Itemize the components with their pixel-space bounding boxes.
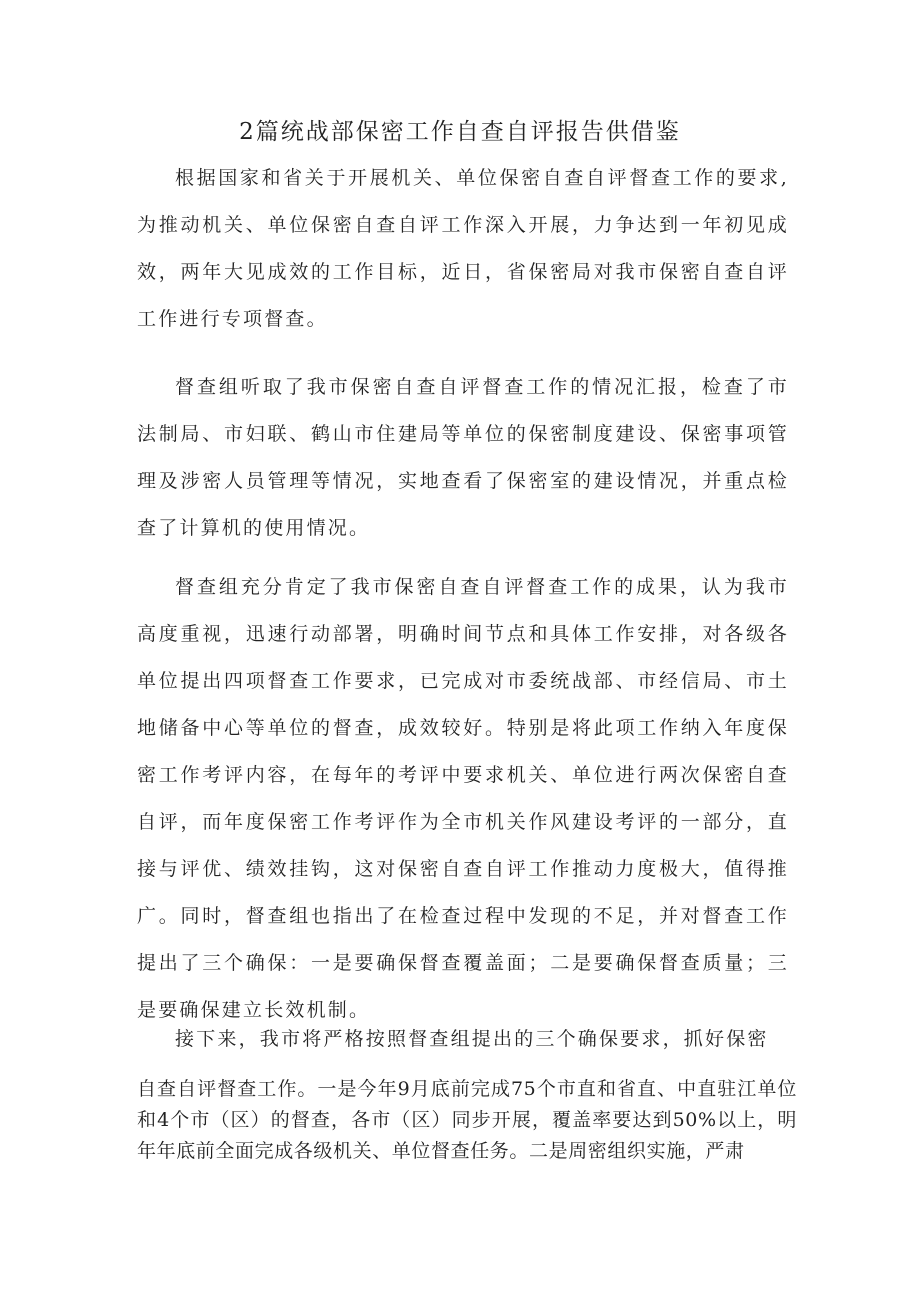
paragraph-5: 自查自评督查工作。一是今年9月底前完成75个市直和省直、中直驻江单位和4个市（区）的督查，各市（区）同步开展，覆盖率要达到50%以上，明年年底前全面完成各级机关、单位督查任务。二是周密组织实施，严肃: [137, 1078, 797, 1162]
paragraph-2: 督查组听取了我市保密自查自评督查工作的情况汇报，检查了市法制局、市妇联、鹤山市住建局等单位的保密制度建设、保密事项管理及涉密人员管理等情况，实地查看了保密室的建设情况，并重点检查了计算机的使用情况。: [137, 376, 789, 539]
paragraph-3: 督查组充分肯定了我市保密自查自评督查工作的成果，认为我市高度重视，迅速行动部署，明确时间节点和具体工作安排，对各级各单位提出四项督查工作要求，已完成对市委统战部、市经信局、市土地储备中心等单位的督查，成效较好。特别是将此项工作纳入年度保密工作考评内容，在每年的考评中要求机关、单位进行两次保密自查自评，而年度保密工作考评作为全市机关作风建设考评的一部分，直接与评优、绩效挂钩，这对保密自查自评工作推动力度极大，值得推广。同时，督查组也指出了在检查过程中发现的不足，并对督查工作提出了三个确保：一是要确保督查覆盖面；二是要确保督查质量；三是要确保建立长效机制。: [137, 576, 789, 1021]
document-title: 2篇统战部保密工作自查自评报告供借鉴: [239, 119, 681, 145]
paragraph-1: 根据国家和省关于开展机关、单位保密自查自评督查工作的要求,为推动机关、单位保密自查自评工作深入开展，力争达到一年初见成效，两年大见成效的工作目标，近日，省保密局对我市保密自查自评工作进行专项督查。: [137, 167, 789, 330]
paragraph-4: 接下来，我市将严格按照督查组提出的三个确保要求，抓好保密: [175, 1028, 769, 1050]
